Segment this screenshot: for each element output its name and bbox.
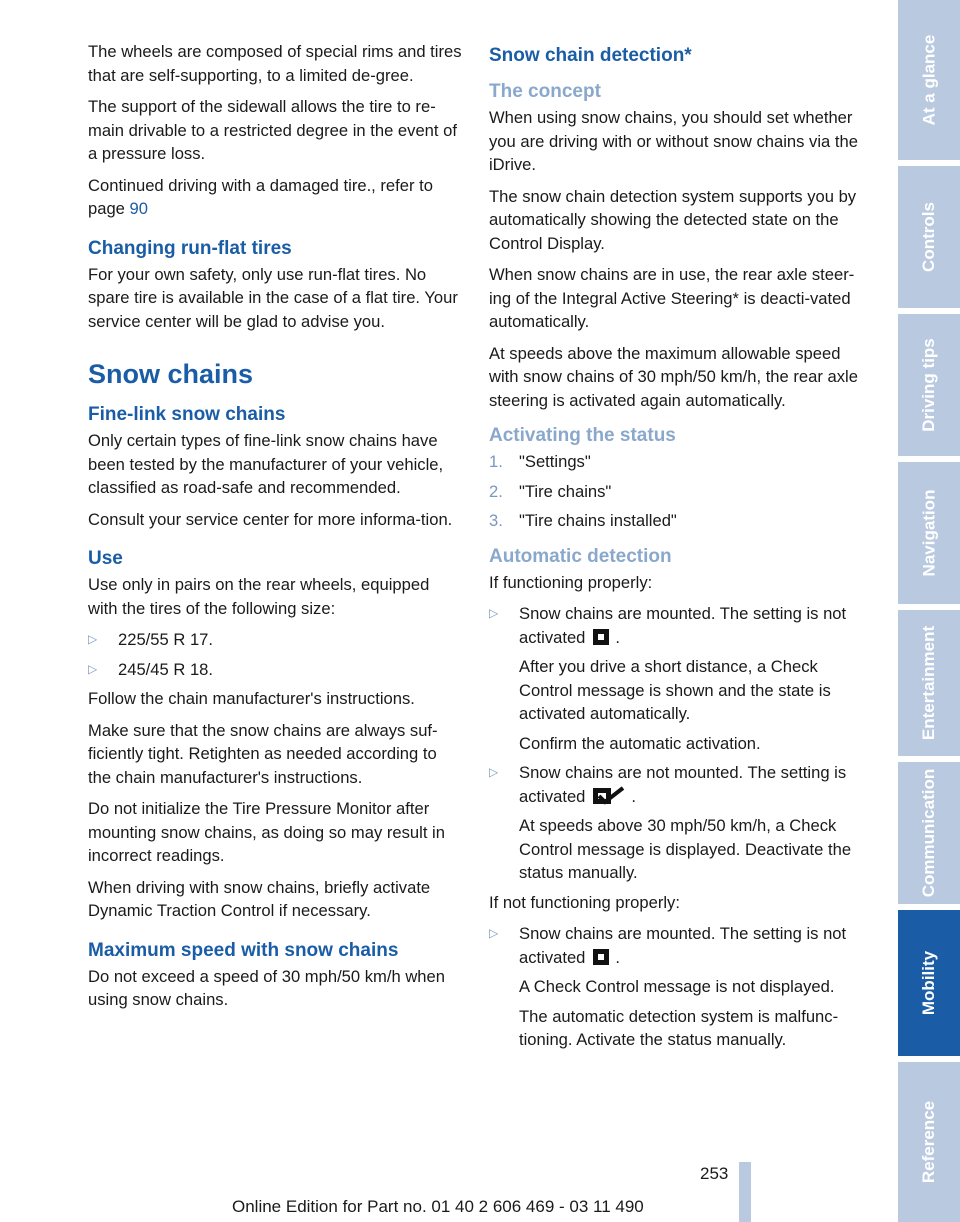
left-column bbox=[88, 40, 462, 1020]
list-item: ▷ 225/55 R 17. bbox=[88, 628, 462, 652]
page-number: 253 bbox=[700, 1164, 729, 1183]
paragraph: Follow the chain manufacturer's instructions. bbox=[88, 689, 415, 708]
tab-mobility[interactable]: Mobility bbox=[898, 910, 960, 1056]
triangle-bullet-icon: ▷ bbox=[88, 632, 98, 646]
heading-changing-run-flat: Changing run-flat tires bbox=[88, 237, 292, 259]
tire-size-list bbox=[88, 628, 462, 681]
list-item: ▷ 245/45 R 18. bbox=[88, 658, 462, 682]
heading-fine-link: Fine-link snow chains bbox=[88, 404, 286, 425]
right-column bbox=[489, 40, 863, 1058]
paragraph: Only certain types of fine-link snow chains have been tested by the manufacturer of your vehicle, classified as road-safe and recommended. bbox=[88, 431, 444, 497]
paragraph: The wheels are composed of special rims and tires that are self-supporting, to a limited de-gree. bbox=[88, 42, 462, 85]
tab-at-a-glance[interactable]: At a glance bbox=[898, 0, 960, 160]
triangle-bullet-icon: ▷ bbox=[489, 926, 499, 940]
triangle-bullet-icon: ▷ bbox=[489, 765, 499, 779]
tab-driving-tips[interactable]: Driving tips bbox=[898, 314, 960, 456]
paragraph: When driving with snow chains, briefly activate Dynamic Traction Control if necessary. bbox=[88, 877, 431, 920]
paragraph: Use only in pairs on the rear wheels, equipped with the tires of the following size: bbox=[88, 575, 430, 618]
list-item: ▷ Snow chains are not mounted. The setting is activated . At speeds above 30 mph/50 km/h, a Check Control message is displayed. Deactivate the status manually. bbox=[489, 763, 852, 882]
heading-use: Use bbox=[88, 548, 123, 569]
page-link[interactable]: 90 bbox=[129, 199, 149, 218]
not-proper-list bbox=[489, 922, 863, 1052]
unchecked-box-icon bbox=[593, 949, 609, 965]
checked-box-icon bbox=[593, 786, 625, 806]
paragraph-text: Continued driving with a damaged tire., refer to page bbox=[88, 175, 433, 218]
tab-communication[interactable]: Communication bbox=[898, 762, 960, 904]
step-item: 1. "Settings" bbox=[489, 452, 591, 471]
proper-list bbox=[489, 602, 863, 885]
heading-automatic-detection: Automatic detection bbox=[489, 545, 672, 567]
heading-max-speed: Maximum speed with snow chains bbox=[88, 939, 399, 961]
tab-reference[interactable]: Reference bbox=[898, 1062, 960, 1222]
tab-controls[interactable]: Controls bbox=[898, 166, 960, 308]
paragraph: When using snow chains, you should set whether you are driving with or without snow chains via the iDrive. bbox=[489, 108, 858, 174]
heading-the-concept: The concept bbox=[489, 81, 601, 102]
footer-text: Online Edition for Part no. 01 40 2 606 469 - 03 11 490 bbox=[232, 1197, 644, 1216]
paragraph: Consult your service center for more informa-tion. bbox=[88, 509, 453, 529]
paragraph: Do not initialize the Tire Pressure Monitor after mounting snow chains, as doing so may result in incorrect readings. bbox=[88, 799, 445, 865]
tab-entertainment[interactable]: Entertainment bbox=[898, 610, 960, 756]
list-item: ▷ Snow chains are mounted. The setting is not activated . After you drive a short distance, a Check Control message is shown and the state is activated automatically. Confirm the automatic activation. bbox=[489, 604, 847, 753]
step-item: 2. "Tire chains" bbox=[489, 481, 612, 501]
step-item: 3. "Tire chains installed" bbox=[489, 511, 677, 530]
paragraph: When snow chains are in use, the rear axle steer-ing of the Integral Active Steering* is deacti-vated automatically. bbox=[489, 265, 855, 331]
heading-snow-chains: Snow chains bbox=[88, 359, 254, 389]
paragraph: The snow chain detection system supports you by automatically showing the detected state on the Control Display. bbox=[489, 186, 857, 253]
triangle-bullet-icon: ▷ bbox=[489, 606, 499, 620]
paragraph: If functioning properly: bbox=[489, 572, 653, 592]
list-item: ▷ Snow chains are mounted. The setting is not activated . A Check Control message is not displayed. The automatic detection system is malfunc-tioning. Activate the status manually. bbox=[489, 924, 847, 1049]
paragraph: Make sure that the snow chains are always suf-ficiently tight. Retighten as needed according to the chain manufacturer's instructions. bbox=[88, 720, 438, 787]
unchecked-box-icon bbox=[593, 629, 609, 645]
paragraph: For your own safety, only use run-flat tires. No spare tire is available in the case of a flat tire. Your service center will be glad to advise you. bbox=[88, 264, 458, 331]
chapter-sidebar bbox=[898, 0, 960, 1222]
page-marker-bar bbox=[739, 1162, 751, 1222]
tab-navigation[interactable]: Navigation bbox=[898, 462, 960, 604]
paragraph: Do not exceed a speed of 30 mph/50 km/h when using snow chains. bbox=[88, 966, 445, 1009]
paragraph bbox=[88, 174, 462, 221]
triangle-bullet-icon: ▷ bbox=[88, 661, 98, 676]
heading-snow-chain-detection: Snow chain detection* bbox=[489, 45, 692, 66]
paragraph: At speeds above the maximum allowable speed with snow chains of 30 mph/50 km/h, the rear axle steering is activated again automatically. bbox=[489, 343, 858, 410]
paragraph: The support of the sidewall allows the tire to re-main drivable to a restricted degree in the event of a pressure loss. bbox=[88, 97, 457, 163]
paragraph: If not functioning properly: bbox=[489, 892, 680, 912]
steps-list bbox=[489, 450, 863, 533]
heading-activating-status: Activating the status bbox=[489, 425, 676, 446]
